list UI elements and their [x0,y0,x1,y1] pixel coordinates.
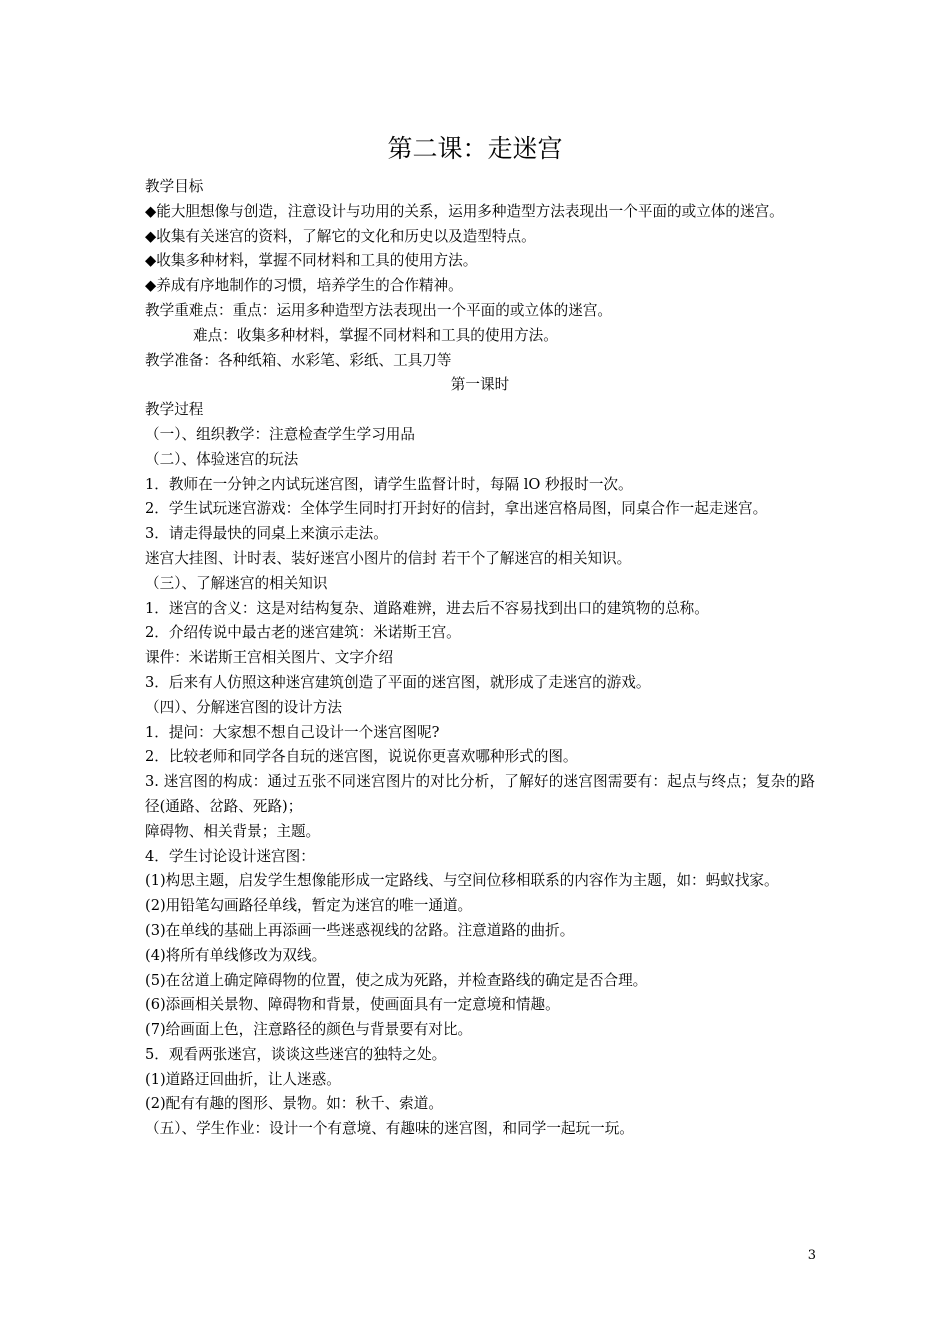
document-body [145,175,815,1142]
process-step-heading: （五）、学生作业：设计一个有意境、有趣味的迷宫图，和同学一起玩一玩。 [145,1120,634,1138]
paragraph: 课件：米诺斯王宫相关图片、文字介绍 [145,649,394,667]
process-step-heading: （一）、组织教学：注意检查学生学习用品 [145,425,415,443]
paragraph: 障碍物、相关背景；主题。 [145,822,321,840]
design-step: (6)添画相关景物、障碍物和背景，使画面具有一定意境和情趣。 [145,996,560,1014]
difficult-points: 难点：收集多种材料，掌握不同材料和工具的使用方法。 [193,326,558,344]
objective-item: ◆收集有关迷宫的资料，了解它的文化和历史以及造型特点。 [145,227,536,245]
paragraph: 3．后来有人仿照这种迷宫建筑创造了平面的迷宫图，就形成了走迷宫的游戏。 [145,673,651,691]
section-heading-process: 教学过程 [145,401,204,419]
paragraph: 2．比较老师和同学各自玩的迷宫图，说说你更喜欢哪种形式的图。 [145,748,578,766]
paragraph: 1．迷宫的含义：这是对结构复杂、道路难辨，进去后不容易找到出口的建筑物的总称。 [145,599,709,617]
objective-item: ◆养成有序地制作的习惯，培养学生的合作精神。 [145,277,463,295]
paragraph: 3．请走得最快的同桌上来演示走法。 [145,525,388,543]
paragraph: 迷宫大挂图、计时表、装好迷宫小图片的信封 若干个了解迷宫的相关知识。 [145,549,632,567]
process-step-heading: （二）、体验迷宫的玩法 [145,450,299,468]
lesson-period-heading: 第一课时 [450,376,510,394]
design-step: (4)将所有单线修改为双线。 [145,946,327,964]
section-heading-objectives: 教学目标 [145,178,204,195]
teaching-preparation: 教学准备：各种纸箱、水彩笔、彩纸、工具刀等 [145,351,452,369]
objective-item: ◆能大胆想像与创造，注意设计与功用的关系，运用多种造型方法表现出一个平面的或立体的迷宫。 [145,202,784,220]
paragraph: 1．提问：大家想不想自己设计一个迷宫图呢? [145,723,440,741]
key-points: 教学重难点：重点：运用多种造型方法表现出一个平面的或立体的迷宫。 [145,301,613,319]
paragraph: 1．教师在一分钟之内试玩迷宫图，请学生监督计时，每隔 lO 秒报时一次。 [145,475,633,493]
process-step-heading: （四）、分解迷宫图的设计方法 [145,698,343,716]
feature-item: (2)配有有趣的图形、景物。如：秋千、索道。 [145,1095,443,1113]
process-step-heading: （三）、了解迷宫的相关知识 [145,574,328,592]
paragraph: 2．学生试玩迷宫游戏：全体学生同时打开封好的信封，拿出迷宫格局图，同桌合作一起走迷宫。 [145,500,768,518]
feature-item: (1)道路迂回曲折，让人迷惑。 [145,1070,341,1088]
objective-item: ◆收集多种材料，掌握不同材料和工具的使用方法。 [145,252,478,270]
design-step: (2)用铅笔勾画路径单线，暂定为迷宫的唯一通道。 [145,897,473,915]
page-number: 3 [807,1248,816,1263]
page-title: 第二课：走迷宫 [387,134,563,163]
design-step: (3)在单线的基础上再添画一些迷惑视线的岔路。注意道路的曲折。 [145,921,575,939]
paragraph: 3. 迷宫图的构成：通过五张不同迷宫图片的对比分析，了解好的迷宫图需要有：起点与终点；复杂的路径(通路、岔路、死路)； [145,773,815,815]
design-step: (1)构思主题，启发学生想像能形成一定路线、与空间位移相联系的内容作为主题，如：蚂蚁找家。 [145,872,779,890]
design-step: (5)在岔道上确定障碍物的位置，使之成为死路，并检查路线的确定是否合理。 [145,971,648,989]
paragraph: 4．学生讨论设计迷宫图： [145,847,315,865]
paragraph: 5．观看两张迷宫，谈谈这些迷宫的独特之处。 [145,1045,447,1063]
paragraph: 2．介绍传说中最古老的迷宫建筑：米诺斯王宫。 [145,624,461,642]
design-step: (7)给画面上色，注意路径的颜色与背景要有对比。 [145,1021,473,1039]
